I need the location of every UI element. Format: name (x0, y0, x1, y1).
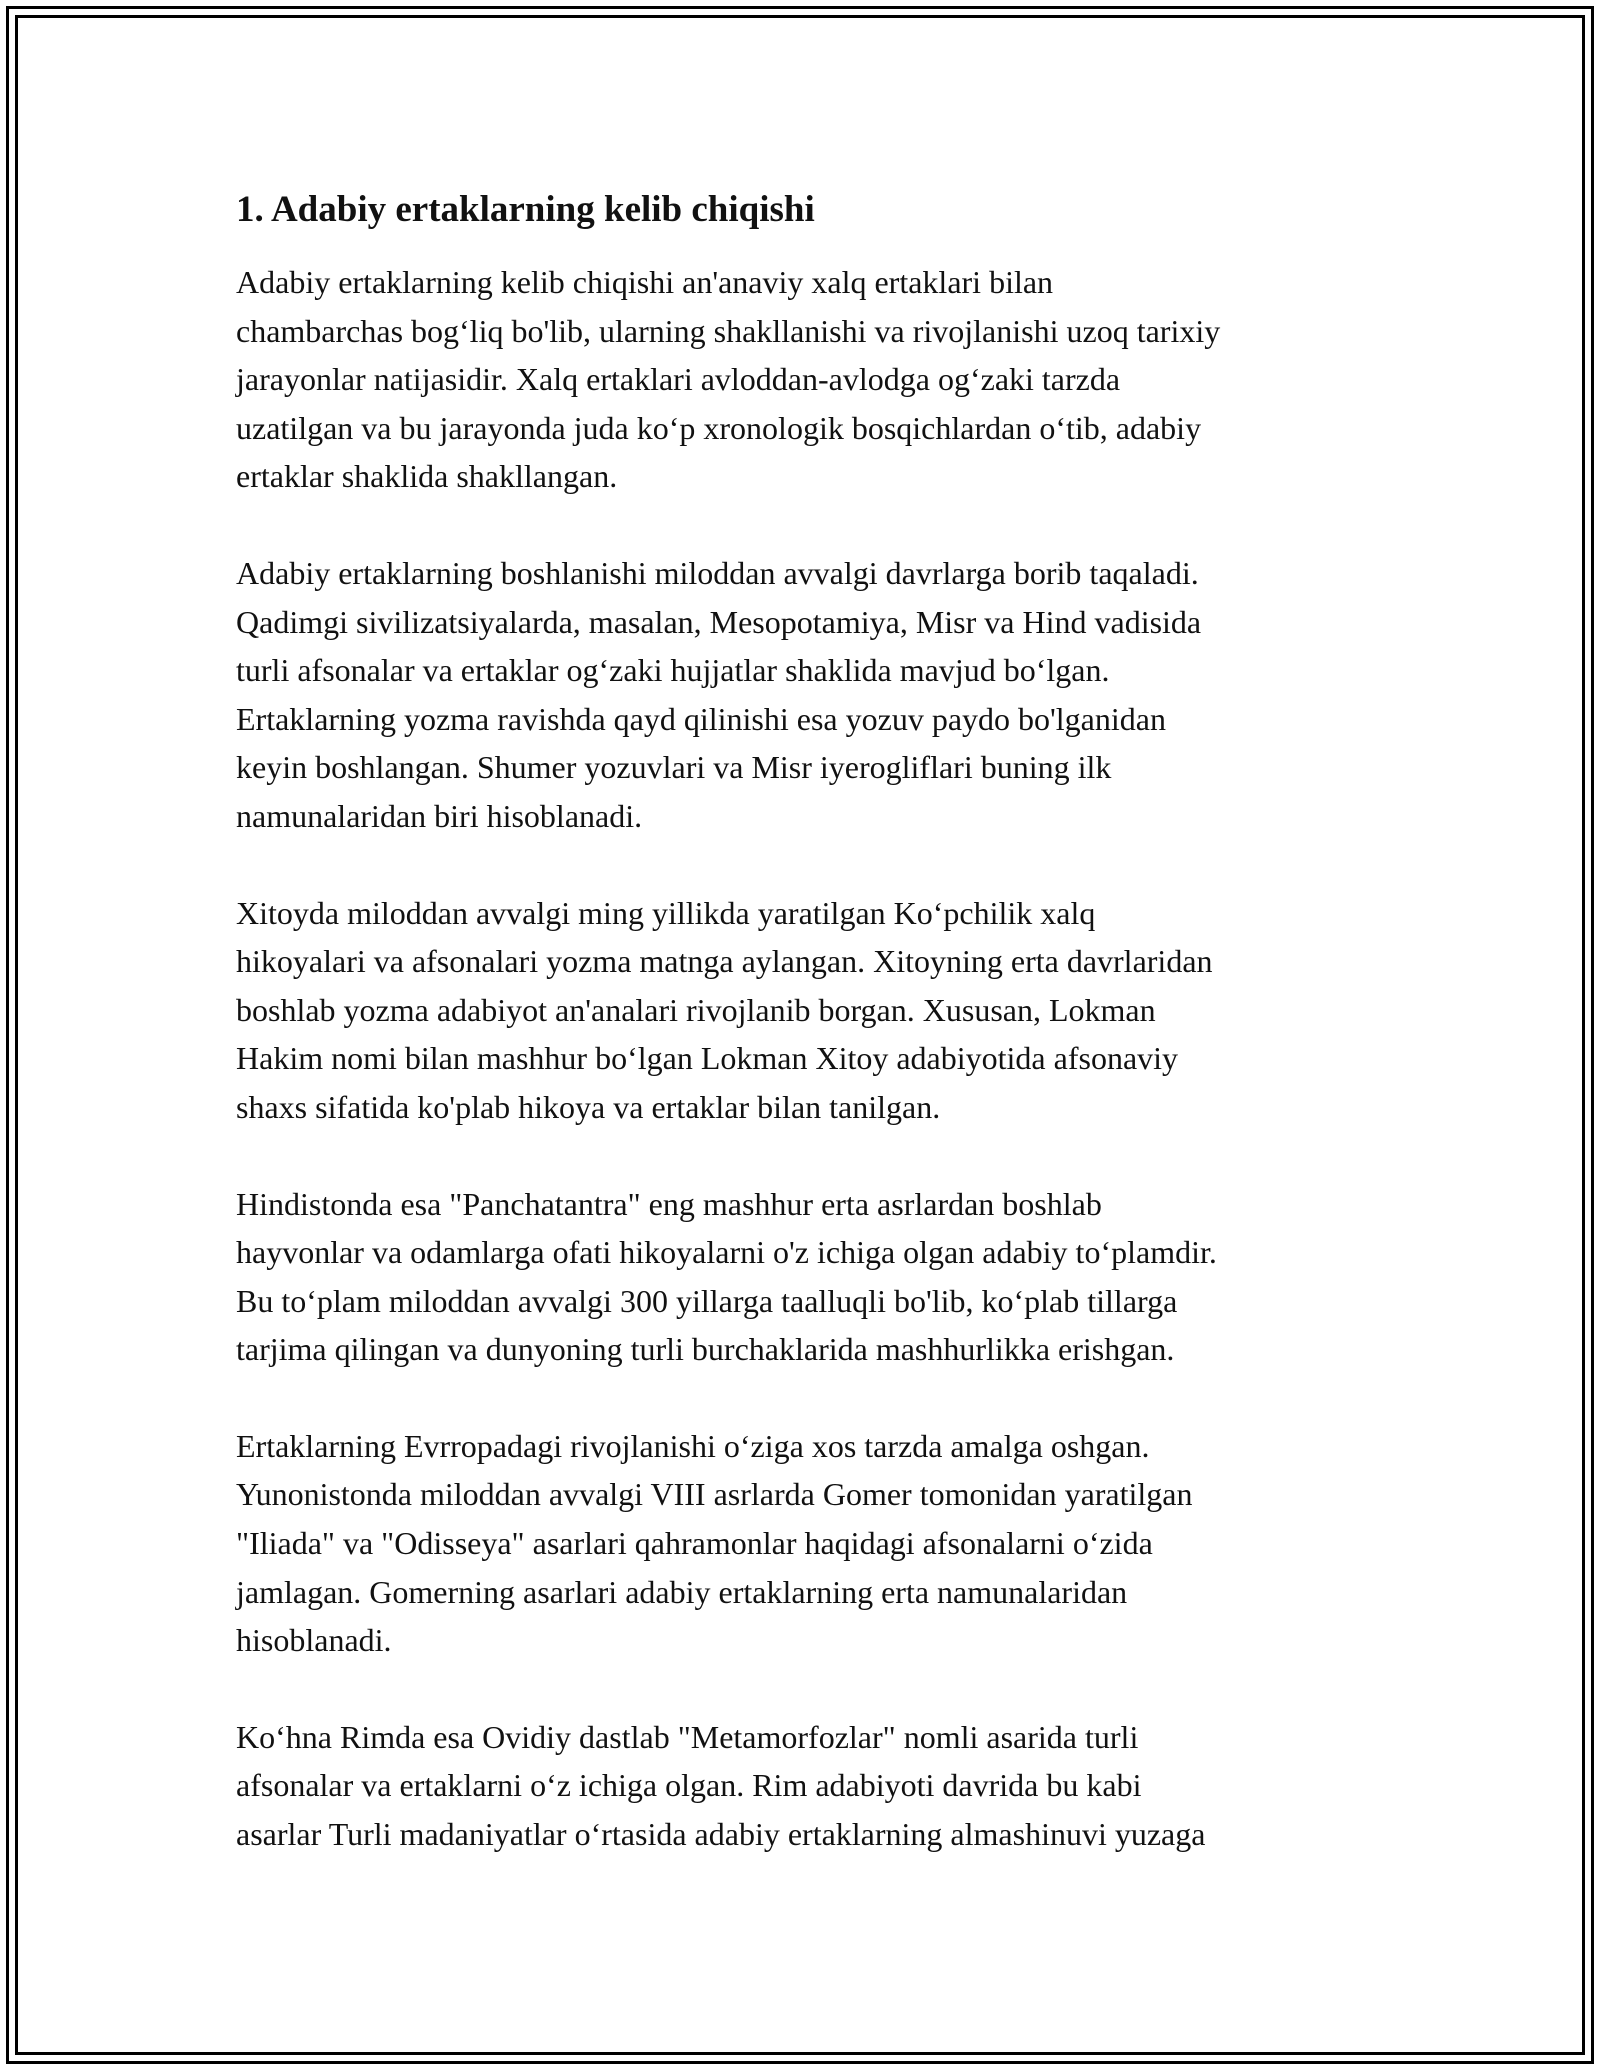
text-line: Ertaklarning yozma ravishda qayd qilinishi esa yozuv paydo bo'lganidan (236, 700, 1166, 737)
text-line: hisoblanadi. (236, 1622, 392, 1659)
text-line: Ertaklarning Evrropadagi rivojlanishi o‘ziga xos tarzda amalga oshgan. (236, 1427, 1150, 1464)
text-line: asarlar Turli madaniyatlar o‘rtasida adabiy ertaklarning almashinuvi yuzaga (236, 1816, 1206, 1853)
text-line: shaxs sifatida ko'plab hikoya va ertaklar bilan tanilgan. (236, 1088, 941, 1125)
text-line: Adabiy ertaklarning kelib chiqishi an'anaviy xalq ertaklari bilan (236, 264, 1054, 300)
text-line: Hakim nomi bilan mashhur bo‘lgan Lokman Xitoy adabiyotida afsonaviy (236, 1040, 1179, 1077)
paragraph-rome (236, 1713, 1376, 1859)
paragraph-ancient-civilizations (236, 549, 1376, 841)
text-line: uzatilgan va bu jarayonda juda ko‘p xronologik bosqichlardan o‘tib, adabiy (236, 409, 1202, 446)
text-line: Qadimgi sivilizatsiyalarda, masalan, Mesopotamiya, Misr va Hind vadisida (236, 603, 1202, 640)
text-line: ertaklar shaklida shakllangan. (236, 458, 618, 495)
paragraph-europe (236, 1422, 1376, 1665)
text-line: turli afsonalar va ertaklar og‘zaki hujjatlar shaklida mavjud bo‘lgan. (236, 652, 1110, 689)
text-line: Hindistonda esa "Panchatantra" eng mashhur erta asrlardan boshlab (236, 1185, 1102, 1222)
text-line: jamlagan. Gomerning asarlari adabiy ertaklarning erta namunalaridan (236, 1573, 1128, 1610)
section-heading: 1. Adabiy ertaklarning kelib chiqishi (236, 189, 815, 230)
text-line: Bu to‘plam miloddan avvalgi 300 yillarga taalluqli bo'lib, ko‘plab tillarga (236, 1282, 1178, 1319)
text-line: hikoyalari va afsonalari yozma matnga aylangan. Xitoyning erta davrlaridan (236, 943, 1213, 980)
text-line: "Iliada" va "Odisseya" asarlari qahramonlar haqidagi afsonalarni o‘zida (236, 1525, 1153, 1562)
text-line: tarjima qilingan va dunyoning turli burchaklarida mashhurlikka erishgan. (236, 1331, 1175, 1368)
text-line: Xitoyda miloddan avvalgi ming yillikda yaratilgan Ko‘pchilik xalq (236, 894, 1096, 931)
paragraph-origins (236, 258, 1376, 501)
text-line: Adabiy ertaklarning boshlanishi miloddan avvalgi davrlarga borib taqaladi. (236, 554, 1199, 591)
text-line: namunalaridan biri hisoblanadi. (236, 797, 643, 834)
paragraph-china (236, 889, 1376, 1132)
text-line: Ko‘hna Rimda esa Ovidiy dastlab "Metamorfozlar" nomli asarida turli (236, 1718, 1139, 1755)
text-line: chambarchas bog‘liq bo'lib, ularning shakllanishi va rivojlanishi uzoq tarixiy (236, 312, 1221, 349)
text-line: jarayonlar natijasidir. Xalq ertaklari avloddan-avlodga og‘zaki tarzda (236, 361, 1121, 398)
text-line: Yunonistonda miloddan avvalgi VIII asrlarda Gomer tomonidan yaratilgan (236, 1476, 1193, 1513)
text-line: boshlab yozma adabiyot an'analari rivojlanib borgan. Xususan, Lokman (236, 991, 1156, 1028)
text-line: hayvonlar va odamlarga ofati hikoyalarni o'z ichiga olgan adabiy to‘plamdir. (236, 1234, 1217, 1271)
text-line: keyin boshlangan. Shumer yozuvlari va Misr iyerogliflari buning ilk (236, 749, 1112, 786)
paragraph-india (236, 1180, 1376, 1374)
text-line: afsonalar va ertaklarni o‘z ichiga olgan. Rim adabiyoti davrida bu kabi (236, 1767, 1142, 1804)
document-body (236, 184, 1376, 1907)
